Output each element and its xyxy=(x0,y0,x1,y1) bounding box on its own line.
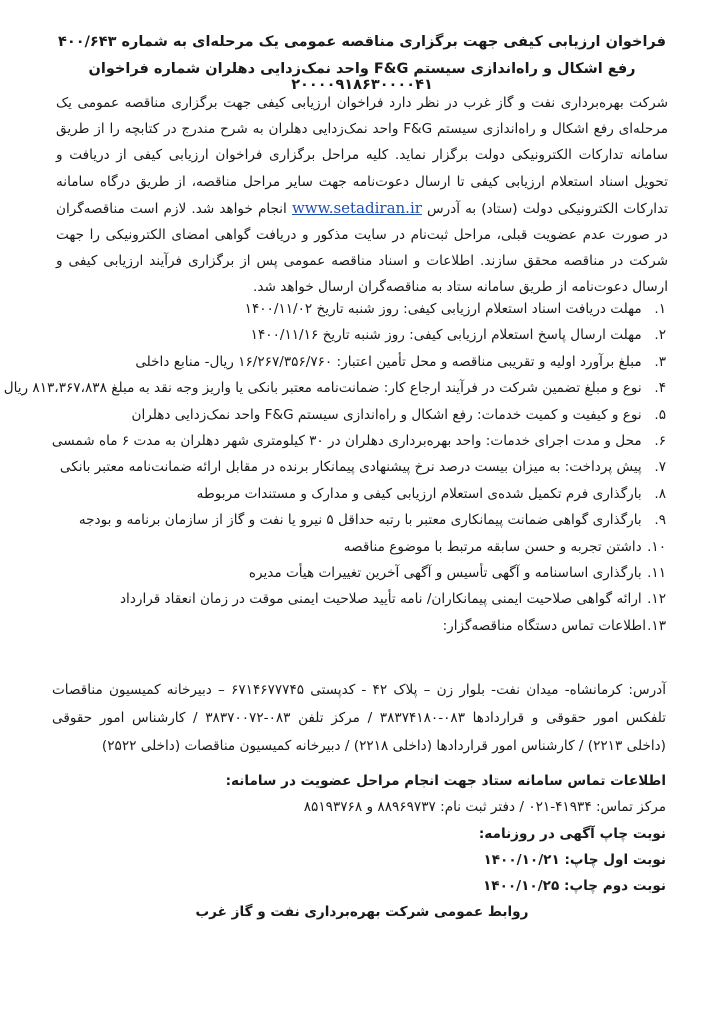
second-print-date: نوبت دوم چاپ: ۱۴۰۰/۱۰/۲۵ xyxy=(482,878,666,895)
item-text: مهلت دریافت اسناد استعلام ارزیابی کیفی: روز شنبه تاریخ ۱۴۰۰/۱۱/۰۲ xyxy=(244,301,642,317)
item-text: بارگذاری اساسنامه و آگهی تأسیس و آگهی آخرین تغییرات هیأت مدیره xyxy=(248,564,642,581)
item-text: بارگذاری گواهی ضمانت پیمانکاری معتبر با رتبه حداقل ۵ نیرو یا نفت و گاز از سازمان برنامه و بودجه xyxy=(78,512,642,529)
item-number: ۷. xyxy=(654,459,666,476)
item-number: ۶. xyxy=(654,432,666,449)
item-number: ۱۲. xyxy=(647,591,666,608)
item-text: محل و مدت اجرای خدمات: واحد بهره‌برداری دهلران در ۳۰ کیلومتری شهر دهلران به مدت ۶ ماه شمسی xyxy=(51,432,642,449)
item-number: ۱۱. xyxy=(647,564,666,581)
item-number: ۸. xyxy=(654,485,666,502)
list-item xyxy=(40,560,666,586)
item-text: اطلاعات تماس دستگاه مناقصه‌گزار: xyxy=(442,617,646,634)
list-item xyxy=(40,296,666,322)
intro-text-2: انجام خواهد شد. لازم است مناقصه‌گران در صورت عدم عضویت قبلی، مراحل ثبت‌نام در سایت مذکور و دریافت گواهی امضای الکترونیکی را جهت شرکت در مناقصه محقق سازند. اطلاعات و اسناد مناقصه عمومی پس از برگزاری فرآیند ارزیابی کیفی و ارسال دعوت‌نامه از طریق سامانه ستاد به مناقصه‌گران ارسال خواهد شد. xyxy=(56,200,668,296)
list-item xyxy=(40,428,666,454)
contact-section xyxy=(40,768,666,899)
list-item xyxy=(40,402,666,428)
intro-paragraph xyxy=(56,90,668,301)
intro-text-1: شرکت بهره‌برداری نفت و گاز غرب در نظر دارد فراخوان ارزیابی کیفی جهت برگزاری مناقصه عمومی یک مرحله‌ای رفع اشکال و راه‌اندازی سیستم F&G واحد نمک‌زدایی دهلران به شرح مندرج در کتابچه را از طریق سامانه تدارکات الکترونیکی دولت برگزار نماید. کلیه مراحل برگزاری فراخوان ارزیابی کیفی از دریافت و تحویل اسناد استعلام ارزیابی کیفی تا ارسال دعوت‌نامه جهت سایر مراحل مناقصه، از طریق درگاه سامانه تدارکات الکترونیکی دولت (ستاد) به آدرس xyxy=(56,95,669,217)
setad-contact-numbers: مرکز تماس: ۴۱۹۳۴-۰۲۱ / دفتر ثبت نام: ۸۸۹۶۹۷۳۷ و ۸۵۱۹۳۷۶۸ xyxy=(303,799,666,816)
item-number: ۱۳. xyxy=(647,617,666,634)
item-text: پیش پرداخت: به میزان بیست درصد نرخ پیشنهادی پیمانکار برنده در مقابل ارائه ضمانت‌نامه معتبر بانکی xyxy=(59,459,642,476)
list-item xyxy=(40,586,666,612)
item-number: ۵. xyxy=(654,406,666,423)
list-item xyxy=(40,534,666,560)
first-print-date: نوبت اول چاپ: ۱۴۰۰/۱۰/۲۱ xyxy=(483,851,666,868)
item-text: بارگذاری فرم تکمیل شده‌ی استعلام ارزیابی کیفی و مدارک و مستندات مربوطه xyxy=(196,485,642,502)
list-item xyxy=(3,375,666,401)
item-number: ۱۰. xyxy=(647,538,666,555)
item-text: مبلغ برآورد اولیه و تقریبی مناقصه و محل تأمین اعتبار: ۱۶/۲۶۷/۳۵۶/۷۶۰ ریال- منابع داخلی xyxy=(135,353,642,370)
item-number: ۲. xyxy=(654,327,666,344)
list-item xyxy=(40,507,666,533)
item-text: ارائه گواهی صلاحیت ایمنی پیمانکاران/ نامه تأیید صلاحیت ایمنی موقت در زمان انعقاد قرارداد xyxy=(120,591,642,608)
list-item xyxy=(40,349,666,375)
item-number: ۴. xyxy=(654,380,666,397)
setad-link[interactable]: www.setadiran.ir xyxy=(291,198,422,217)
item-text: مهلت ارسال پاسخ استعلام ارزیابی کیفی: روز شنبه تاریخ ۱۴۰۰/۱۱/۱۶ xyxy=(250,327,642,344)
print-heading: نوبت چاپ آگهی در روزنامه: xyxy=(478,825,666,842)
address-block: آدرس: کرمانشاه- میدان نفت- بلوار زن – پلاک ۴۲ - کدپستی ۶۷۱۴۶۷۷۷۴۵ – دبیرخانه کمیسیون مناقصات تلفکس امور حقوقی و قراردادها ۰۸۳-۳۸۳۷۴۱۸۰ / مرکز تلفن ۰۸۳-۳۸۳۷۰۰۷۲ / کارشناس امور حقوقی (داخلی ۲۲۱۳) / کارشناس امور قراردادها (داخلی ۲۲۱۸) / دبیرخانه کمیسیون مناقصات (داخلی ۲۵۲۲) xyxy=(52,682,666,754)
announcement-title: فراخوان ارزیابی کیفی جهت برگزاری مناقصه عمومی یک مرحله‌ای به شماره ۴۰۰/۶۴۳ xyxy=(58,34,666,50)
list-item xyxy=(40,454,666,480)
item-text: داشتن تجربه و حسن سابقه مرتبط با موضوع مناقصه xyxy=(343,538,642,555)
item-text: نوع و مبلغ تضمین شرکت در فرآیند ارجاع کار: ضمانت‌نامه معتبر بانکی یا واریز وجه نقد به مبلغ ۸۱۳،۳۶۷،۸۳۸ ریال xyxy=(3,380,642,397)
list-item xyxy=(40,322,666,348)
announcement-subtitle: رفع اشکال و راه‌اندازی سیستم F&G واحد نمک‌زدایی دهلران شماره فراخوان ۲۰۰۰۰۹۱۸۶۳۰۰۰۰۴۱ xyxy=(88,61,636,93)
item-number: ۱. xyxy=(654,301,666,317)
public-relations-signature: روابط عمومی شرکت بهره‌برداری نفت و گاز غرب xyxy=(195,904,529,920)
conditions-list xyxy=(3,296,666,639)
list-item xyxy=(40,481,666,507)
list-item xyxy=(40,613,666,639)
item-number: ۳. xyxy=(654,353,666,370)
setad-contact-heading: اطلاعات تماس سامانه ستاد جهت انجام مراحل عضویت در سامانه: xyxy=(225,773,666,789)
item-text: نوع و کیفیت و کمیت خدمات: رفع اشکال و راه‌اندازی سیستم F&G واحد نمک‌زدایی دهلران xyxy=(131,406,642,423)
item-number: ۹. xyxy=(654,512,666,529)
